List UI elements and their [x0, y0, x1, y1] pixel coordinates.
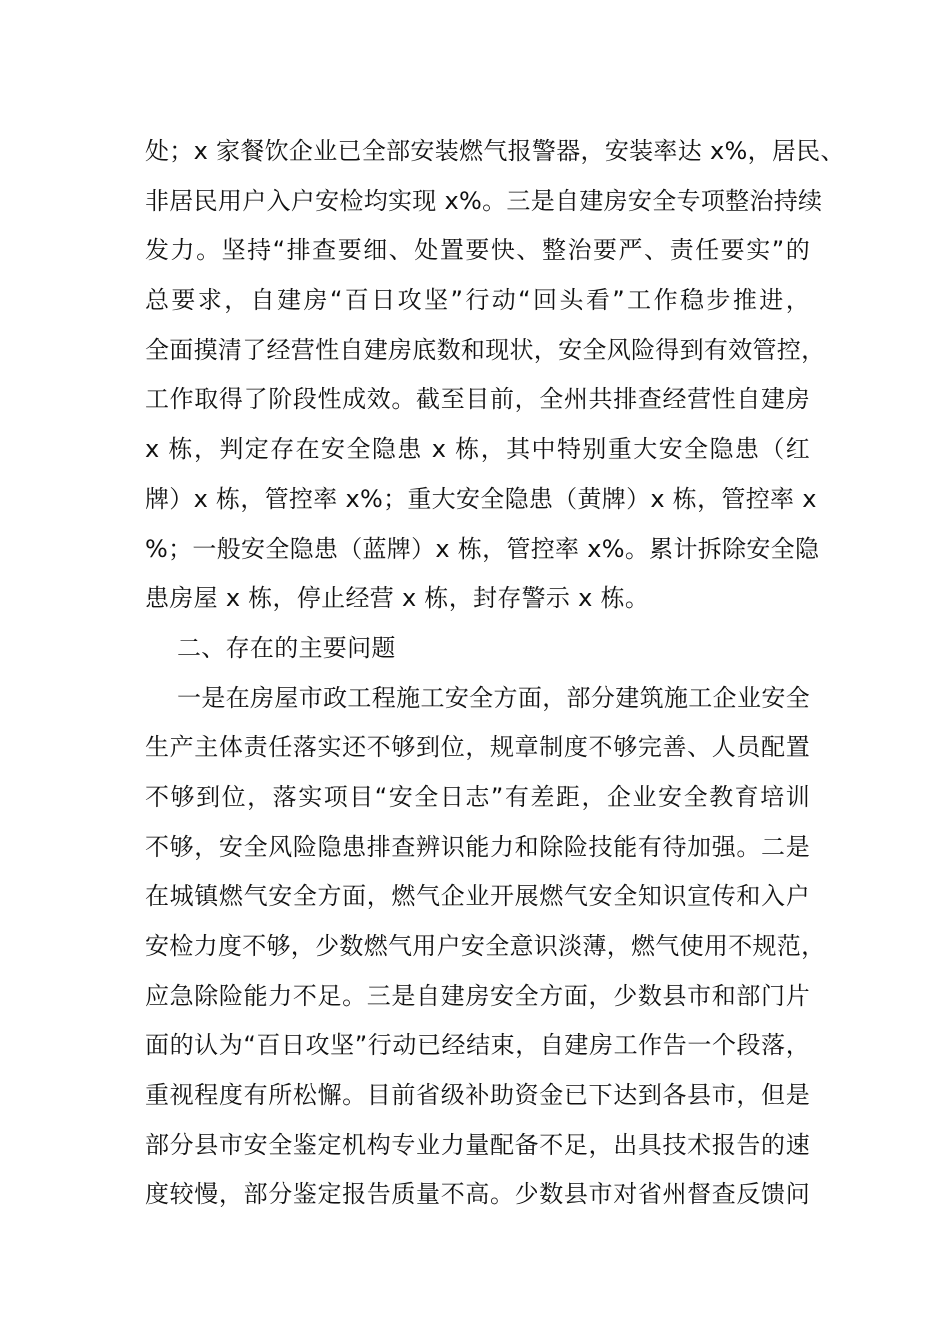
- text-line: 患房屋 x 栋，停止经营 x 栋，封存警示 x 栋。: [145, 584, 650, 613]
- text-line: 安检力度不够，少数燃气用户安全意识淡薄，燃气使用不规范，: [145, 932, 826, 960]
- text-line: 度较慢，部分鉴定报告质量不高。少数县市对省州督查反馈问: [145, 1180, 810, 1209]
- text-line: 生产主体责任落实还不够到位，规章制度不够完善、人员配置: [145, 733, 810, 762]
- text-line: 面的认为“百日攻坚”行动已经结束，自建房工作告一个段落，: [145, 1031, 810, 1060]
- text-line: 不够到位，落实项目“安全日志”有差距，企业安全教育培训: [145, 782, 810, 811]
- text-line: 牌）x 栋，管控率 x%；重大安全隐患（黄牌）x 栋，管控率 x: [145, 484, 817, 513]
- text-line: 不够，安全风险隐患排查辨识能力和除险技能有待加强。二是: [145, 832, 810, 861]
- text-line: 处；x 家餐饮企业已全部安装燃气报警器，安装率达 x%，居民、: [145, 137, 845, 165]
- text-line: 部分县市安全鉴定机构专业力量配备不足，出具技术报告的速: [145, 1130, 810, 1159]
- text-line: 工作取得了阶段性成效。截至目前，全州共排查经营性自建房: [145, 385, 810, 414]
- text-line: x 栋，判定存在安全隐患 x 栋，其中特别重大安全隐患（红: [145, 435, 810, 464]
- text-line: 发力。坚持“排查要细、处置要快、整治要严、责任要实”的: [145, 236, 810, 265]
- paragraph-continued: [145, 127, 845, 624]
- text-line: 一是在房屋市政工程施工安全方面，部分建筑施工企业安全: [177, 683, 810, 712]
- paragraph-problems: [145, 674, 826, 1221]
- section-heading: 二、存在的主要问题: [177, 633, 396, 662]
- text-line: 总要求，自建房“百日攻坚”行动“回头看”工作稳步推进，: [145, 286, 810, 315]
- text-line: 应急除险能力不足。三是自建房安全方面，少数县市和部门片: [145, 981, 810, 1010]
- document-body: [145, 127, 845, 1220]
- text-line: 非居民用户入户安检均实现 x%。三是自建房安全专项整治持续: [145, 186, 823, 215]
- text-line: 全面摸清了经营性自建房底数和现状，安全风险得到有效管控，: [145, 335, 826, 364]
- text-line: 在城镇燃气安全方面，燃气企业开展燃气安全知识宣传和入户: [145, 882, 810, 911]
- text-line: %；一般安全隐患（蓝牌）x 栋，管控率 x%。累计拆除安全隐: [145, 534, 820, 563]
- text-line: 重视程度有所松懈。目前省级补助资金已下达到各县市，但是: [145, 1081, 810, 1110]
